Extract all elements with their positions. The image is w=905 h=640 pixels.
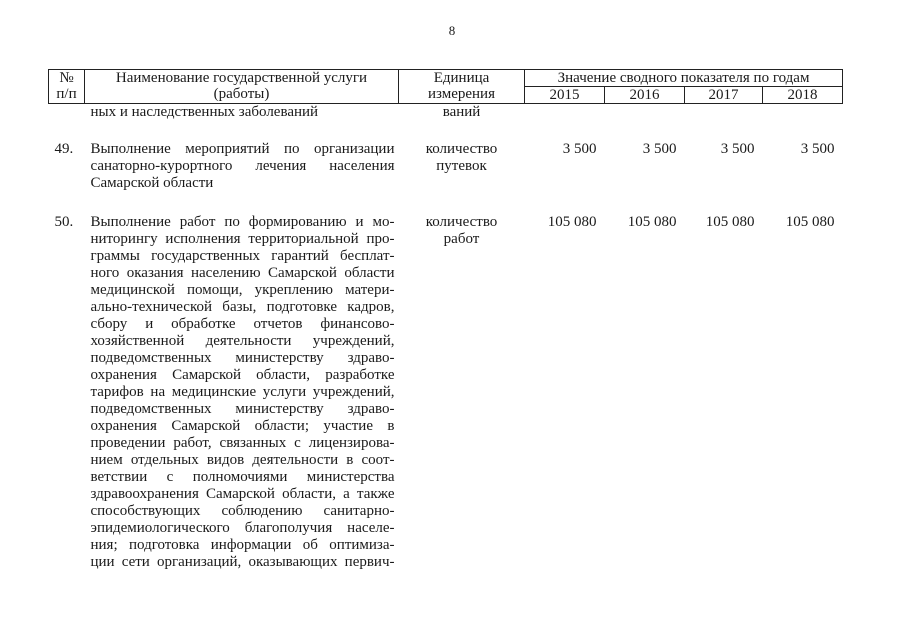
header-value-group: Значение сводного показателя по годам: [525, 70, 843, 87]
name-line: медицинской помощи, укреплению матери-: [90, 282, 395, 298]
unit-line: количество: [425, 141, 498, 157]
name-line: ного оказания населению Самарской области: [90, 265, 395, 281]
header-unit: [399, 70, 525, 104]
name-line: подведомственных министерству здраво-: [90, 401, 395, 417]
table-row: [49, 192, 843, 571]
table-row-continuation: [49, 104, 843, 122]
value-2015: 3 500: [562, 141, 597, 157]
header-num-line1: №: [59, 70, 74, 86]
page-number: 8: [448, 23, 456, 38]
header-year-2016: 2016: [605, 87, 685, 104]
name-line: ниторингу исполнения территориальной про-: [90, 231, 395, 247]
header-unit-line2: измерения: [427, 86, 495, 102]
services-table: [48, 69, 843, 571]
unit-cell: [399, 192, 525, 571]
header-year-2018: 2018: [763, 87, 843, 104]
name-line: граммы государственных гарантий бесплат-: [90, 248, 395, 264]
value-2015: 105 080: [547, 214, 597, 230]
header-unit-line1: Единица: [433, 70, 490, 86]
unit-line: работ: [443, 231, 480, 247]
name-cell: [85, 192, 399, 571]
name-line: способствующих соблюдению санитарно-: [90, 503, 395, 519]
header-name: [85, 70, 399, 104]
row-number: 50.: [54, 214, 74, 230]
header-name-line2: (работы): [213, 86, 270, 102]
name-line: сбору и обработке отчетов финансово-: [90, 316, 395, 332]
name-line: охранения Самарской области, разработке: [90, 367, 395, 383]
name-line: ных и наследственных заболеваний: [90, 104, 319, 120]
header-num-line2: п/п: [56, 86, 77, 102]
name-line: ветствии с полномочиями министерства: [90, 469, 395, 485]
table-row: [49, 121, 843, 192]
name-line: Выполнение работ по формированию и мо-: [90, 214, 395, 230]
name-line: Выполнение мероприятий по организации: [90, 141, 395, 157]
name-cell: [85, 121, 399, 192]
name-line: Самарской области: [90, 175, 214, 191]
header-year-2015: 2015: [525, 87, 605, 104]
name-line: санаторно-курортного лечения населения: [90, 158, 395, 174]
header-num: [49, 70, 85, 104]
name-line: эпидемиологического благополучия населе-: [90, 520, 395, 536]
name-line: проведении работ, связанных с лицензирова-: [90, 435, 395, 451]
unit-cell: [399, 121, 525, 192]
name-line: охранения Самарской области; участие в: [90, 418, 395, 434]
name-cell: [85, 104, 399, 122]
unit-line: количество: [425, 214, 498, 230]
value-2016: 3 500: [642, 141, 677, 157]
name-line: тарифов на медицинские услуги учреждений,: [90, 384, 395, 400]
name-line: ально-технической базы, подготовке кадров,: [90, 299, 395, 315]
value-2016: 105 080: [627, 214, 677, 230]
value-2017: 3 500: [720, 141, 755, 157]
value-2018: 3 500: [800, 141, 835, 157]
name-line: ния; подготовка информации об оптимиза-: [90, 537, 395, 553]
value-2018: 105 080: [785, 214, 835, 230]
name-line: ции сети организаций, оказывающих первич-: [90, 554, 395, 570]
header-name-line1: Наименование государственной услуги: [115, 70, 368, 86]
unit-cell: [399, 104, 525, 122]
name-line: подведомственных министерству здраво-: [90, 350, 395, 366]
name-line: здравоохранения Самарской области, а также: [90, 486, 395, 502]
unit-line: путевок: [436, 158, 487, 174]
unit-line: ваний: [442, 104, 481, 120]
name-line: нием отдельных видов деятельности в соот-: [90, 452, 395, 468]
value-2017: 105 080: [705, 214, 755, 230]
name-line: хозяйственной деятельности учреждений,: [90, 333, 395, 349]
header-year-2017: 2017: [685, 87, 763, 104]
row-number: 49.: [54, 141, 74, 157]
